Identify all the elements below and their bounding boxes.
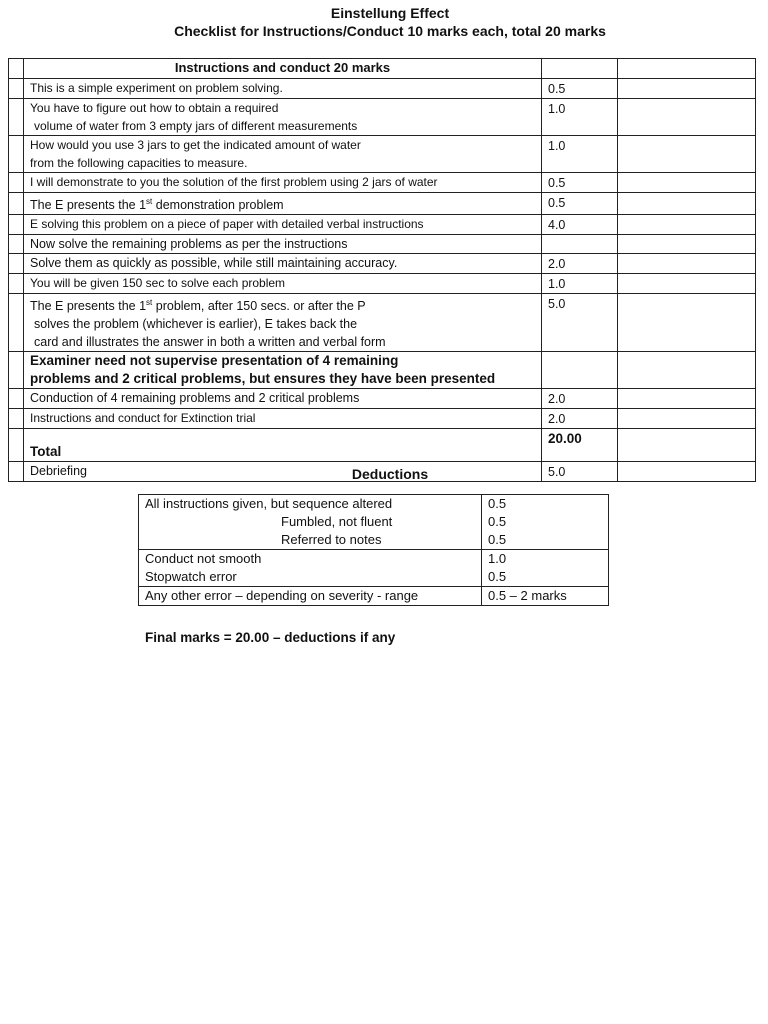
table-row: [9, 99, 756, 136]
deduction-value: 0.5: [488, 496, 507, 511]
table-row: [9, 352, 756, 389]
row-text: How would you use 3 jars to get the indicated amount of water: [30, 138, 361, 152]
row-marks: 2.0: [542, 254, 618, 274]
debriefing-value: 5.0: [542, 462, 618, 482]
deductions-title: Deductions: [351, 466, 429, 482]
final-marks: Final marks = 20.00 – deductions if any: [145, 630, 396, 645]
row-marks: 2.0: [542, 409, 618, 429]
row-text: You have to figure out how to obtain a required: [30, 101, 279, 115]
table-row: [9, 79, 756, 99]
row-marks: 4.0: [542, 215, 618, 235]
document-subtitle: Checklist for Instructions/Conduct 10 marks each, total 20 marks: [174, 23, 606, 39]
row-text: Now solve the remaining problems as per the instructions: [24, 235, 542, 254]
deduction-value: 0.5: [488, 569, 507, 584]
deduction-value: 0.5: [488, 532, 507, 547]
row-text: E solving this problem on a piece of paper with detailed verbal instructions: [24, 215, 542, 235]
table-row: [9, 136, 756, 173]
deduction-label: Referred to notes: [281, 532, 382, 547]
row-text: problems and 2 critical problems, but ensures they have been presented: [30, 371, 496, 387]
table-row: [9, 294, 756, 352]
deduction-value: 1.0: [488, 551, 507, 566]
deduction-label: Fumbled, not fluent: [281, 514, 393, 529]
row-text: card and illustrates the answer in both a written and verbal form: [34, 335, 386, 350]
total-label: Total: [24, 429, 542, 462]
row-text: I will demonstrate to you the solution of the first problem using 2 jars of water: [24, 173, 542, 193]
row-marks: 2.0: [542, 389, 618, 409]
row-text: Conduction of 4 remaining problems and 2 critical problems: [24, 389, 542, 409]
document-title: Einstellung Effect: [330, 5, 450, 21]
row-marks: 5.0: [542, 294, 618, 352]
instructions-table: [8, 58, 756, 482]
deduction-label: All instructions given, but sequence altered: [145, 496, 393, 511]
table-header-row: [9, 59, 756, 79]
table-row: [139, 550, 609, 587]
row-text: The E presents the 1st problem, after 150 secs. or after the P: [30, 298, 366, 314]
table-row: [139, 587, 609, 606]
total-row: [9, 429, 756, 462]
table-row: [9, 409, 756, 429]
row-text: from the following capacities to measure.: [30, 156, 248, 170]
row-marks: 1.0: [542, 274, 618, 294]
table-row: [9, 193, 756, 215]
table-row: [9, 389, 756, 409]
table-row: [9, 235, 756, 254]
row-text: You will be given 150 sec to solve each problem: [24, 274, 542, 294]
deduction-label: Conduct not smooth: [145, 551, 262, 566]
table-row: [139, 495, 609, 550]
row-text: This is a simple experiment on problem solving.: [24, 79, 542, 99]
deductions-table: [138, 494, 609, 606]
row-text: solves the problem (whichever is earlier), E takes back the: [34, 317, 358, 332]
row-marks: [542, 235, 618, 254]
table-row: [9, 254, 756, 274]
row-marks: 0.5: [542, 173, 618, 193]
deduction-value: 0.5 – 2 marks: [482, 587, 609, 606]
row-text: volume of water from 3 empty jars of different measurements: [34, 119, 358, 133]
debriefing-label: Debriefing: [24, 462, 542, 482]
row-marks: 1.0: [542, 136, 618, 173]
table-header: Instructions and conduct 20 marks: [24, 59, 542, 79]
row-text: Examiner need not supervise presentation of 4 remaining: [30, 353, 399, 369]
total-value: 20.00: [542, 429, 618, 462]
row-text: Solve them as quickly as possible, while still maintaining accuracy.: [24, 254, 542, 274]
row-text: The E presents the 1st demonstration problem: [24, 193, 542, 215]
deduction-label: Any other error – depending on severity - range: [139, 587, 482, 606]
row-marks: 1.0: [542, 99, 618, 136]
row-text: Instructions and conduct for Extinction trial: [24, 409, 542, 429]
deduction-label: Stopwatch error: [145, 569, 237, 584]
deduction-value: 0.5: [488, 514, 507, 529]
table-row: [9, 274, 756, 294]
table-row: [9, 173, 756, 193]
row-marks: [542, 352, 618, 389]
table-row: [9, 215, 756, 235]
row-marks: 0.5: [542, 79, 618, 99]
row-marks: 0.5: [542, 193, 618, 215]
